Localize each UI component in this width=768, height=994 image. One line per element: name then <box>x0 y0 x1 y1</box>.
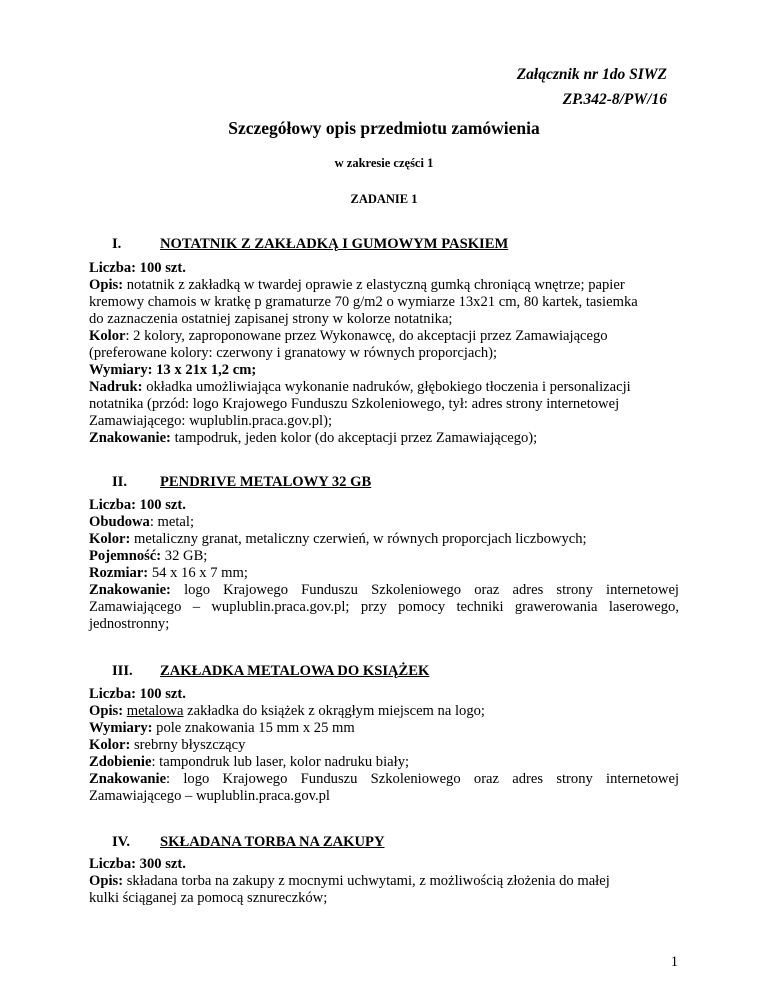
field-print-line: notatnika (przód: logo Krajowego Funduszu Szkoleniowego, tył: adres strony internetowej <box>89 396 620 412</box>
field-size: Rozmiar: 54 x 16 x 7 mm; <box>89 565 248 581</box>
field-color: Kolor: 2 kolory, zaproponowane przez Wykonawcę, do akceptacji przez Zamawiającego <box>89 328 608 344</box>
section-title: NOTATNIK Z ZAKŁADKĄ I GUMOWYM PASKIEM <box>160 236 509 252</box>
field-color-line: (preferowane kolory: czerwony i granatowy w równych proporcjach); <box>89 345 498 361</box>
field-description: Opis: metalowa zakładka do książek z okrągłym miejscem na logo; <box>89 703 485 719</box>
field-print: Nadruk: okładka umożliwiająca wykonanie nadruków, głębokiego tłoczenia i personalizacji <box>89 379 631 395</box>
field-dimensions: Wymiary: pole znakowania 15 mm x 25 mm <box>89 720 355 736</box>
field-dimensions: Wymiary: 13 x 21x 1,2 cm; <box>89 362 257 378</box>
section-number: II. <box>112 474 128 490</box>
section-body-2 <box>89 497 679 633</box>
field-marking: Znakowanie: tampodruk, jeden kolor (do akceptacji przez Zamawiającego); <box>89 430 538 446</box>
document-title: Szczegółowy opis przedmiotu zamówienia <box>228 118 540 138</box>
attachment-label: Załącznik nr 1do SIWZ <box>516 66 667 83</box>
field-capacity: Pojemność: 32 GB; <box>89 548 208 564</box>
field-description: Opis: notatnik z zakładką w twardej oprawie z elastyczną gumką chroniącą wnętrze; papier <box>89 277 625 293</box>
section-heading-1 <box>112 236 508 253</box>
field-housing: Obudowa: metal; <box>89 514 195 530</box>
field-description-line: kulki ściąganej za pomocą sznureczków; <box>89 890 328 906</box>
field-description: Opis: składana torba na zakupy z mocnymi uchwytami, z możliwością złożenia do małej <box>89 873 610 889</box>
section-number: IV. <box>112 834 130 850</box>
section-title: ZAKŁADKA METALOWA DO KSIĄŻEK <box>160 663 430 679</box>
section-body-1 <box>89 260 679 447</box>
page-number: 1 <box>670 954 678 970</box>
section-title: PENDRIVE METALOWY 32 GB <box>160 474 372 490</box>
section-number: I. <box>112 236 122 252</box>
field-marking: Znakowanie: logo Krajowego Funduszu Szkoleniowego oraz adres strony internetowej Zamawiającego – wuplublin.praca.gov.pl; przy pomocy techniki grawerowania laserowego, jednostronny; <box>89 582 679 632</box>
section-body-4 <box>89 856 679 907</box>
field-quantity: Liczba: 100 szt. <box>89 686 186 702</box>
section-body-3 <box>89 686 679 805</box>
field-color: Kolor: srebrny błyszczący <box>89 737 246 753</box>
field-decoration: Zdobienie: tampondruk lub laser, kolor nadruku biały; <box>89 754 410 770</box>
section-heading-3 <box>112 663 429 680</box>
field-marking: Znakowanie: logo Krajowego Funduszu Szkoleniowego oraz adres strony internetowej Zamawiającego – wuplublin.praca.gov.pl <box>89 771 679 804</box>
task-heading: ZADANIE 1 <box>350 192 418 206</box>
field-description-line: do zaznaczenia ostatniej zapisanej strony w kolorze notatnika; <box>89 311 453 327</box>
document-subtitle: w zakresie części 1 <box>334 156 434 170</box>
section-title: SKŁADANA TORBA NA ZAKUPY <box>160 834 385 850</box>
field-color: Kolor: metaliczny granat, metaliczny czerwień, w równych proporcjach liczbowych; <box>89 531 587 547</box>
field-quantity: Liczba: 100 szt. <box>89 260 186 276</box>
field-print-line: Zamawiającego: wuplublin.praca.gov.pl); <box>89 413 333 429</box>
section-number: III. <box>112 663 133 679</box>
section-heading-4 <box>112 834 385 851</box>
section-heading-2 <box>112 474 371 491</box>
field-quantity: Liczba: 300 szt. <box>89 856 186 872</box>
reference-number: ZP.342-8/PW/16 <box>562 91 667 108</box>
field-description-line: kremowy chamois w kratkę p gramaturze 70 g/m2 o wymiarze 13x21 cm, 80 kartek, tasiemka <box>89 294 638 310</box>
field-quantity: Liczba: 100 szt. <box>89 497 186 513</box>
